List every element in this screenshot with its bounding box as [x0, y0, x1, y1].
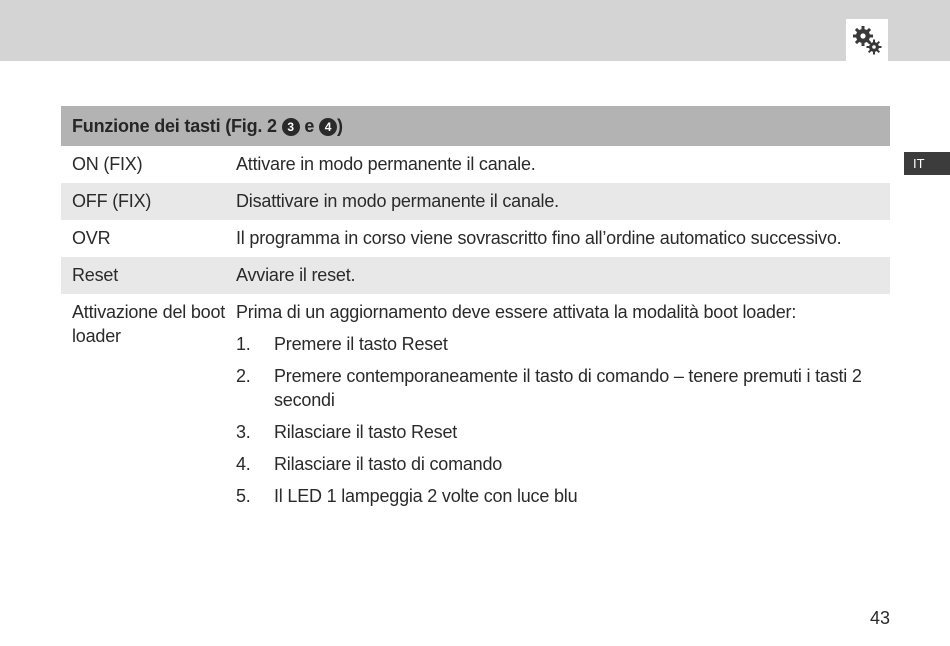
list-item: [236, 452, 870, 476]
row-description: Attivare in modo permanente il canale.: [236, 154, 536, 174]
step-text: Rilasciare il tasto Reset: [274, 422, 458, 442]
row-key: OFF (FIX): [72, 191, 152, 211]
step-number: 1.: [236, 334, 251, 354]
table-row: [61, 220, 890, 257]
badge-pointer: [861, 61, 873, 69]
step-number: 2.: [236, 366, 251, 386]
table-row: [61, 146, 890, 183]
row-description: Avviare il reset.: [236, 265, 356, 285]
page-number: 43: [869, 608, 890, 628]
row-key: Reset: [72, 265, 119, 285]
language-tab: IT: [904, 152, 950, 175]
step-text: Rilasciare il tasto di comando: [274, 454, 503, 474]
gears-icon: [851, 24, 883, 56]
row-key: ON (FIX): [72, 154, 143, 174]
list-item: [236, 484, 870, 508]
row-key: Attivazione del boot loader: [72, 302, 226, 346]
table-row: [61, 294, 890, 515]
step-list: [236, 332, 870, 508]
table-title: Funzione dei tasti (Fig. 2: [72, 116, 282, 136]
row-description: Disattivare in modo permanente il canale.: [236, 191, 559, 211]
table-title-suffix: ): [337, 116, 343, 136]
row-description: Il programma in corso viene sovrascritto fino all’ordine automatico successivo.: [236, 228, 842, 248]
table-row: [61, 183, 890, 220]
step-number: 5.: [236, 486, 251, 506]
row-intro: Prima di un aggiornamento deve essere attivata la modalità boot loader:: [236, 302, 797, 322]
key-function-table: [61, 106, 890, 515]
step-text: Il LED 1 lampeggia 2 volte con luce blu: [274, 486, 578, 506]
table-header: [61, 106, 890, 146]
list-item: [236, 332, 870, 356]
list-item: [236, 420, 870, 444]
step-number: 3.: [236, 422, 251, 442]
table-row: [61, 257, 890, 294]
row-description: [236, 300, 890, 508]
figure-callout-4: 4: [319, 118, 337, 136]
step-text: Premere il tasto Reset: [274, 334, 448, 354]
table-title-connector: e: [299, 116, 320, 136]
row-key: OVR: [72, 228, 111, 248]
header-band: [0, 0, 950, 61]
step-text: Premere contemporaneamente il tasto di comando – tenere premuti i tasti 2 secondi: [274, 366, 862, 410]
settings-badge: [846, 19, 888, 61]
figure-callout-3: 3: [282, 118, 300, 136]
step-number: 4.: [236, 454, 251, 474]
list-item: [236, 364, 870, 412]
